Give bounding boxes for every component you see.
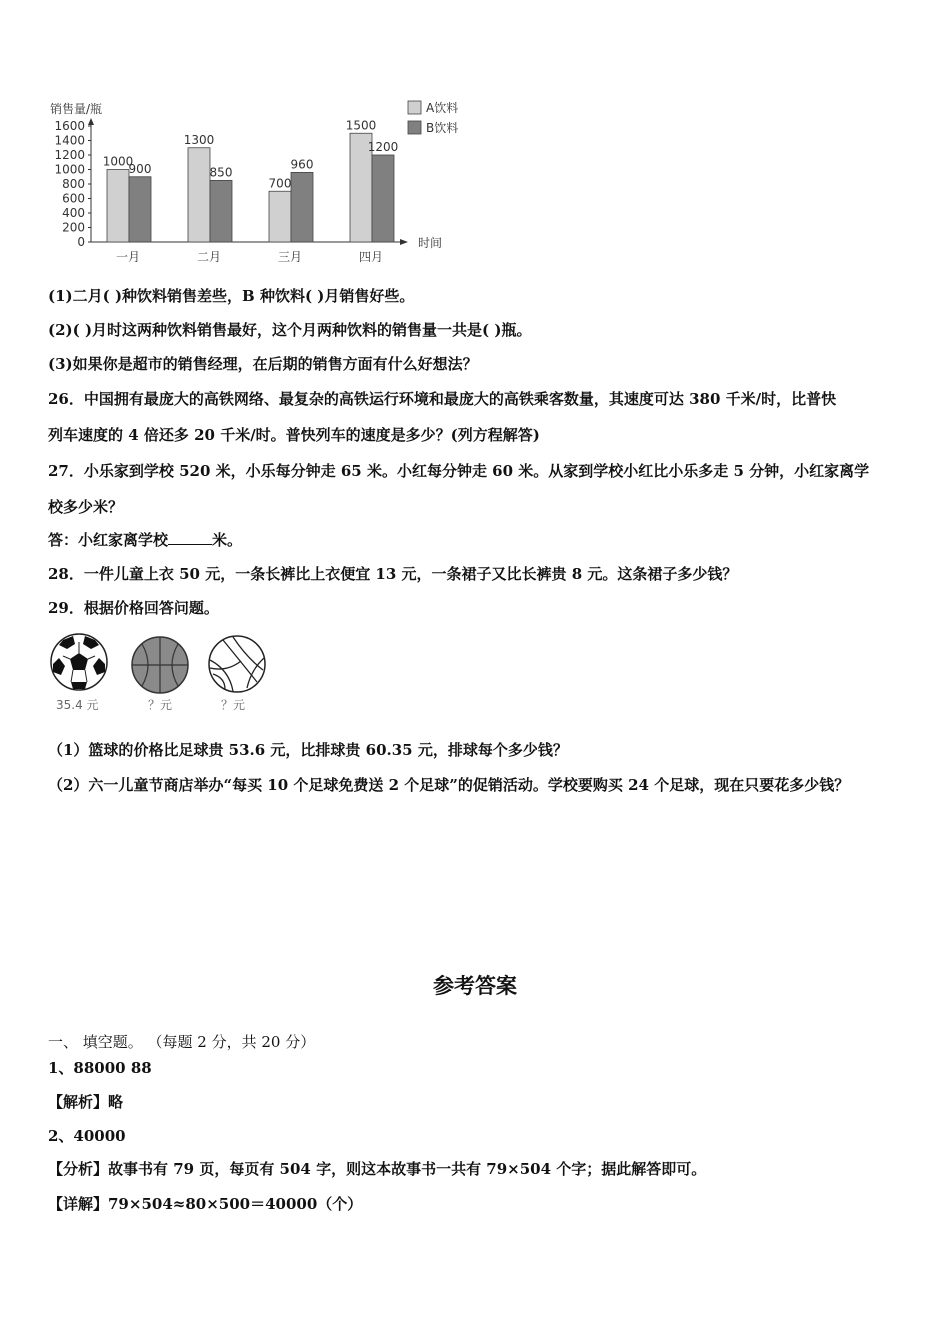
x-tick-label: 一月	[115, 250, 141, 264]
y-axis-label: 销售量/瓶	[50, 102, 103, 116]
basketball-price: ？元	[148, 698, 173, 712]
y-axis-arrow	[88, 118, 94, 125]
y-tick-label: 1200	[54, 148, 85, 162]
bar-value-label: 1200	[367, 140, 399, 154]
question-25-1: (1)二月( )种饮料销售差些，B 种饮料( )月销售好些。	[48, 287, 415, 305]
y-tick-label: 800	[62, 177, 85, 191]
question-27-line2: 校多少米？	[48, 498, 124, 516]
bar-b	[372, 155, 394, 242]
y-tick-label: 600	[62, 191, 85, 206]
answer-1-analysis: 【解析】略	[48, 1093, 124, 1111]
x-tick-label: 二月	[196, 250, 222, 264]
y-tick-label: 400	[62, 206, 85, 220]
volleyball-price: ？元	[221, 698, 246, 712]
x-tick-label: 三月	[277, 250, 303, 264]
bar-value-label: 960	[290, 157, 314, 172]
question-25-2: (2)( )月时这两种饮料销售最好，这个月两种饮料的销售量一共是( )瓶。	[48, 321, 532, 339]
volleyball-icon	[209, 636, 265, 692]
answer-2: 2、40000	[48, 1127, 126, 1145]
question-27-line1: 27．小乐家到学校 520 米，小乐每分钟走 65 米。小红每分钟走 60 米。从家到学校小红比小乐多走 5 分钟，小红家离学	[48, 462, 870, 480]
question-26-line2: 列车速度的 4 倍还多 20 千米/时。普快列车的速度是多少？(列方程解答)	[48, 426, 540, 444]
legend-swatch	[408, 121, 421, 134]
answer-2-analysis: 【分析】故事书有 79 页，每页有 504 字，则这本故事书一共有 79×504 个字；据此解答即可。	[48, 1160, 707, 1178]
bar-value-label: 1000	[102, 154, 134, 169]
y-tick-label: 200	[62, 220, 85, 235]
x-axis-arrow	[400, 239, 408, 245]
bar-b	[129, 177, 151, 242]
answers-title: 参考答案	[433, 974, 517, 998]
bar-b	[291, 172, 313, 242]
question-27-answer	[48, 530, 242, 550]
soccer-price: 35.4 元	[56, 698, 99, 712]
answer-1: 1、88000 88	[48, 1059, 152, 1077]
bar-a	[269, 191, 291, 242]
answer-prefix: 答：小红家离学校	[48, 531, 169, 549]
answers-section-1: 一、 填空题。 （每题 2 分，共 20 分）	[48, 1033, 316, 1051]
legend-swatch	[408, 101, 421, 114]
legend-label: A饮料	[426, 101, 459, 115]
question-25-3: (3)如果你是超市的销售经理，在后期的销售方面有什么好想法？	[48, 355, 478, 373]
y-tick-label: 1400	[54, 133, 85, 148]
bar-a	[188, 148, 210, 242]
y-tick-label: 1600	[54, 119, 85, 133]
question-29-1: （1）篮球的价格比足球贵 53.6 元，比排球贵 60.35 元，排球每个多少钱？	[48, 741, 568, 759]
bar-value-label: 1500	[345, 118, 377, 133]
y-tick-label: 1000	[54, 162, 85, 177]
legend-label: B饮料	[426, 121, 459, 135]
bar-chart	[40, 95, 480, 270]
question-29-2: （2）六一儿童节商店举办“每买 10 个足球免费送 2 个足球”的促销活动。学校要购买 24 个足球，现在只要花多少钱？	[48, 776, 850, 794]
x-axis-label: 时间	[418, 236, 443, 250]
y-tick-label: 0	[77, 235, 85, 249]
bar-value-label: 900	[128, 161, 152, 176]
bar-value-label: 850	[209, 165, 233, 180]
answer-2-detail: 【详解】79×504≈80×500＝40000（个）	[48, 1195, 363, 1213]
question-28: 28．一件儿童上衣 50 元，一条长裤比上衣便宜 13 元，一条裙子又比长裤贵 8 元。这条裙子多少钱？	[48, 565, 738, 583]
question-26-line1: 26．中国拥有最庞大的高铁网络、最复杂的高铁运行环境和最庞大的高铁乘客数量，其速度可达 380 千米/时，比普快	[48, 390, 837, 408]
soccer-ball-icon	[51, 634, 107, 690]
bar-value-label: 1300	[183, 132, 215, 147]
x-tick-label: 四月	[358, 250, 384, 264]
answer-suffix: 米。	[212, 531, 243, 549]
basketball-icon	[132, 637, 188, 693]
bar-value-label: 700	[268, 176, 292, 191]
question-29: 29．根据价格回答问题。	[48, 599, 219, 617]
answer-blank	[168, 530, 212, 545]
bar-b	[210, 180, 232, 242]
bar-a	[107, 170, 129, 243]
